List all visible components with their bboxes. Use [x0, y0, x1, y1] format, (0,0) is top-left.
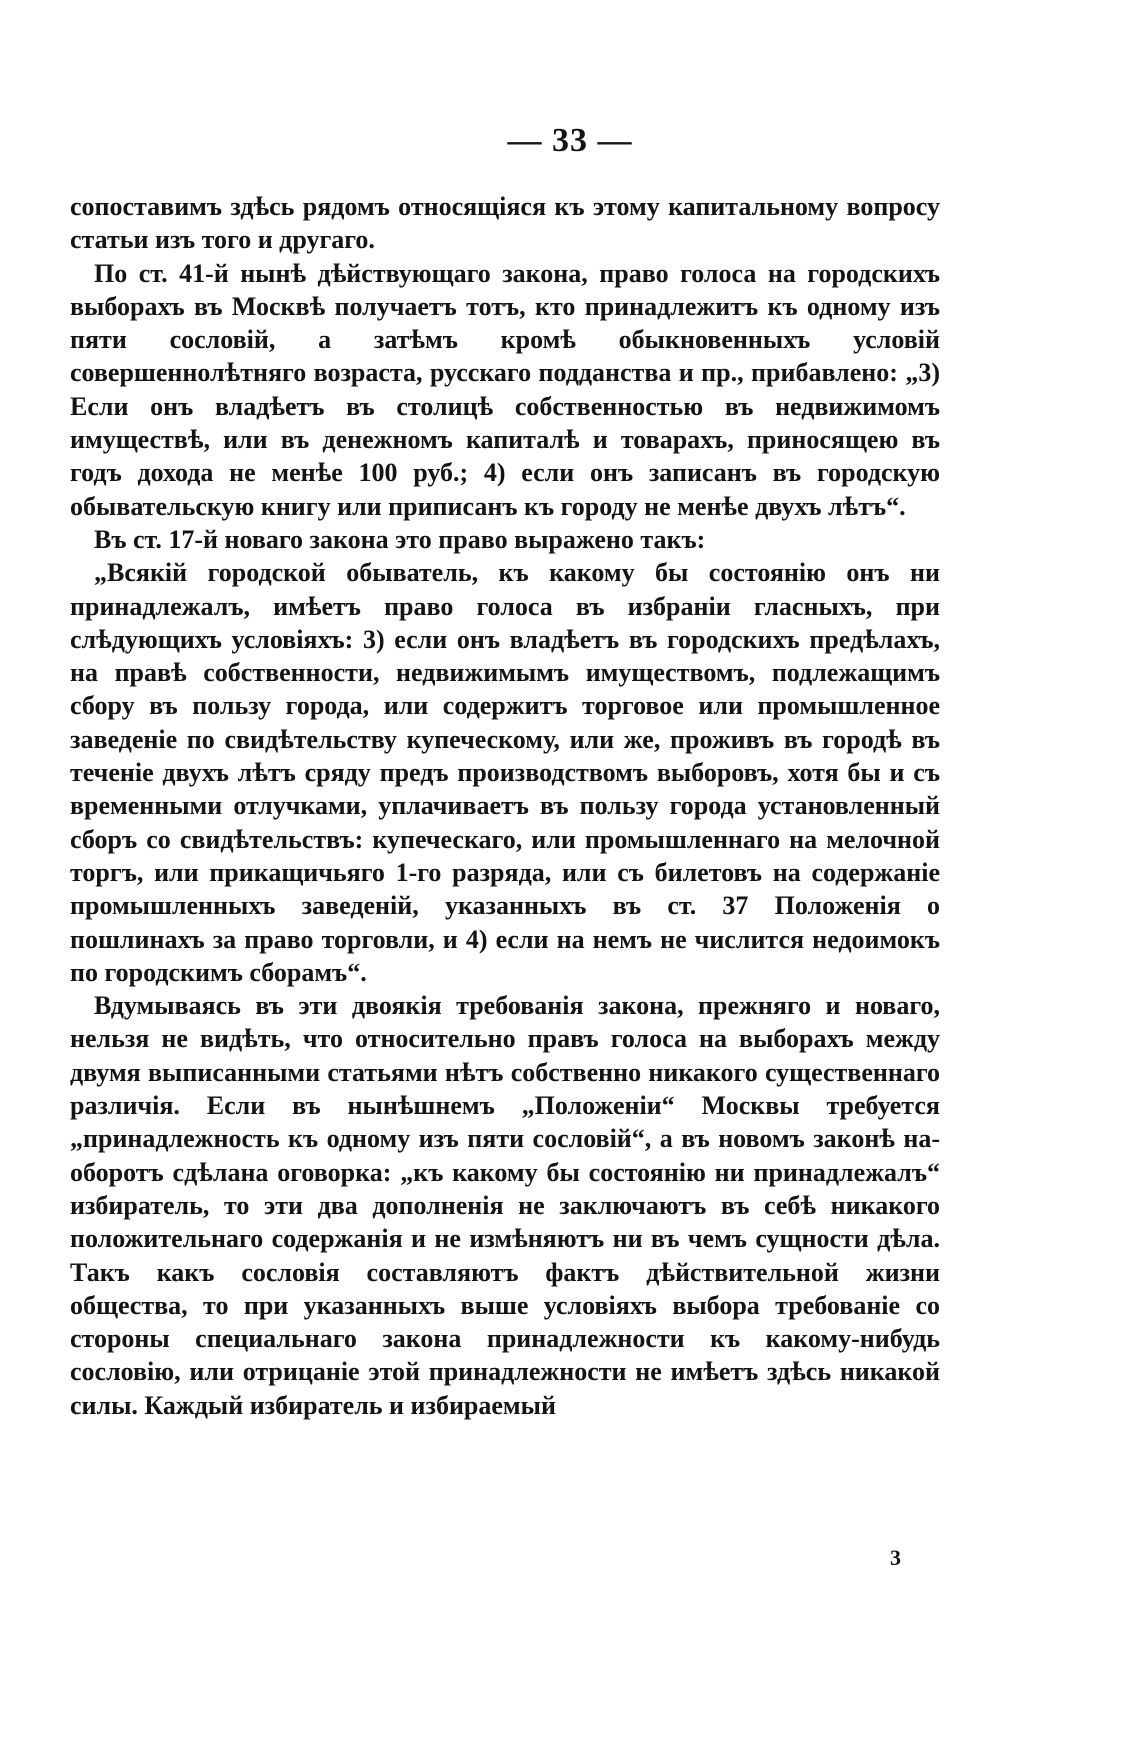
page-number: — 33 —: [507, 122, 633, 159]
paragraph-2: По ст. 41-й нынѣ дѣйствующаго закона, право голоса на городскихъ выборахъ въ Москвѣ получаетъ тотъ, кто принадлежитъ къ одному изъ пяти сословій, а затѣмъ кромѣ обыкновенныхъ условій совершеннолѣтняго возраста, русскаго подданства и пр., прибавлено: „3) Если онъ владѣетъ въ столицѣ собственностью въ недвижимомъ имуществѣ, или въ денежномъ капиталѣ и товарахъ, приносящею въ годъ дохода не менѣе 100 руб.; 4) если онъ записанъ въ городскую обывательскую книгу или приписанъ къ городу не менѣе двухъ лѣтъ“.: [70, 258, 940, 521]
paragraph-3: Въ ст. 17-й новаго закона это право выражено такъ:: [94, 524, 706, 554]
paragraph-5: Вдумываясь въ эти двоякія требованія закона, прежняго и новаго, нельзя не видѣть, что относительно правъ голоса на выборахъ между двумя выписанными статьями нѣтъ собственно никакого существеннаго различія. Если въ нынѣшнемъ „Положеніи“ Москвы требуется „принадлежность къ одному изъ пяти сословій“, а въ новомъ законѣ на-оборотъ сдѣлана оговорка: „къ какому бы состоянію ни принадлежалъ“ избиратель, то эти два дополненія не заключаютъ въ себѣ никакого положительнаго содержанія и не измѣняютъ ни въ чемъ сущности дѣла. Такъ какъ сословія составляютъ фактъ дѣйствительной жизни общества, то при указанныхъ выше условіяхъ выбора требованіе со стороны специальнаго закона принадлежности къ какому-нибудь сословію, или отрицаніе этой принадлежности не имѣетъ здѣсь никакой силы. Каждый избиратель и избираемый: [70, 991, 940, 1420]
quote-paragraph: „Всякій городской обыватель, къ какому бы состоянію онъ ни принадлежалъ, имѣетъ право голоса въ избраніи гласныхъ, при слѣдующихъ условіяхъ: 3) если онъ владѣетъ въ городскихъ предѣлахъ, на правѣ собственности, недвижимымъ имуществомъ, подлежащимъ сбору въ пользу города, или содержитъ торговое или промышленное заведеніе по свидѣтельству купеческому, или же, проживъ въ городѣ въ теченіе двухъ лѣтъ сряду предъ производствомъ выборовъ, хотя бы и съ временными отлучками, уплачиваетъ въ пользу города установленный сборъ со свидѣтельствъ: купеческаго, или промышленнаго на мелочной торгъ, или прикащичьяго 1-го разряда, или съ билетовъ на содержаніе промышленныхъ заведеній, указанныхъ въ ст. 37 Положенія о пошлинахъ за право торговли, и 4) если на немъ не числится недоимокъ по городскимъ сборамъ“.: [70, 558, 940, 987]
signature-mark: 3: [890, 1545, 901, 1570]
paragraph-1: сопоставимъ здѣсь рядомъ относящіяся къ этому капитальному вопросу статьи изъ того и другаго.: [70, 192, 940, 255]
page-body: [70, 190, 940, 1422]
